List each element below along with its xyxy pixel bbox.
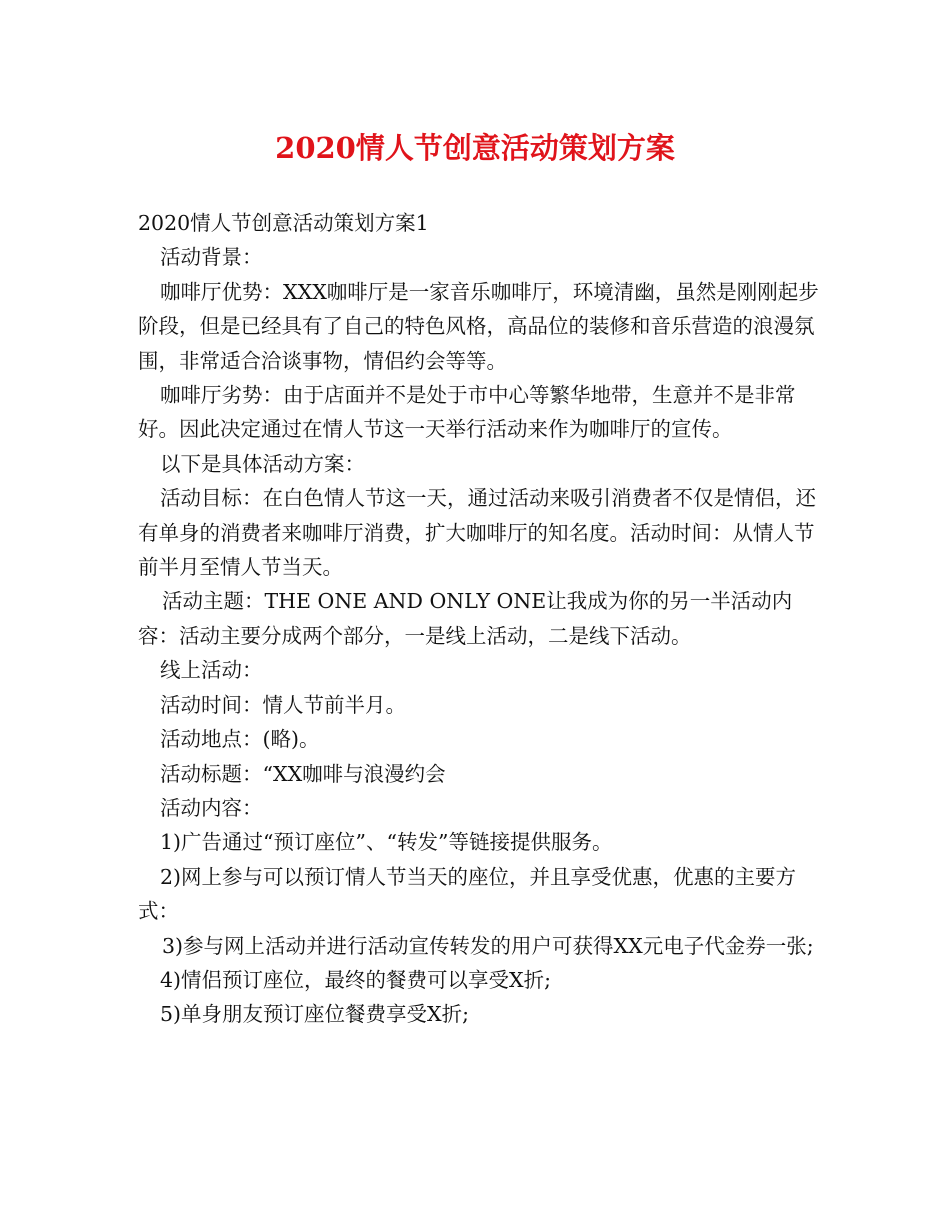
document-title: 2020情人节创意活动策划方案 — [275, 131, 675, 165]
list-item-2: 2)网上参与可以预订情人节当天的座位，并且享受优惠，优惠的主要方式： — [138, 864, 797, 924]
paragraph-online-heading: 线上活动： — [160, 658, 263, 683]
paragraph-background-heading: 活动背景： — [160, 245, 263, 270]
document-body — [138, 206, 828, 1032]
paragraph-online-title: 活动标题：“XX咖啡与浪漫约会 — [160, 761, 446, 786]
list-item-4: 4)情侣预订座位，最终的餐费可以享受X折; — [160, 967, 552, 992]
list-item-3: 3)参与网上活动并进行活动宣传转发的用户可获得XX元电子代金券一张; — [162, 933, 814, 958]
paragraph-advantages: 咖啡厅优势：XXX咖啡厅是一家音乐咖啡厅，环境清幽，虽然是刚刚起步阶段，但是已经具有了自己的特色风格，高品位的装修和音乐营造的浪漫氛围，非常适合洽谈事物，情侣约会等等。 — [138, 279, 819, 373]
paragraph-online-time: 活动时间：情人节前半月。 — [160, 692, 406, 717]
paragraph-theme: 活动主题：THE ONE AND ONLY ONE让我成为你的另一半活动内容：活动主要分成两个部分，一是线上活动，二是线下活动。 — [138, 589, 793, 648]
paragraph-online-location: 活动地点：(略)。 — [160, 727, 320, 752]
paragraph-plan-intro: 以下是具体活动方案： — [160, 451, 365, 476]
paragraph-online-content: 活动内容： — [160, 795, 263, 820]
paragraph-disadvantages: 咖啡厅劣势：由于店面并不是处于市中心等繁华地带，生意并不是非常好。因此决定通过在情人节这一天举行活动来作为咖啡厅的宣传。 — [138, 383, 796, 442]
section-heading: 2020情人节创意活动策划方案1 — [138, 211, 429, 235]
list-item-1: 1)广告通过“预订座位”、“转发”等链接提供服务。 — [160, 830, 613, 855]
paragraph-goal: 活动目标：在白色情人节这一天，通过活动来吸引消费者不仅是情侣，还有单身的消费者来咖啡厅消费，扩大咖啡厅的知名度。活动时间：从情人节前半月至情人节当天。 — [138, 486, 816, 580]
list-item-5: 5)单身朋友预订座位餐费享受X折; — [160, 1002, 470, 1027]
